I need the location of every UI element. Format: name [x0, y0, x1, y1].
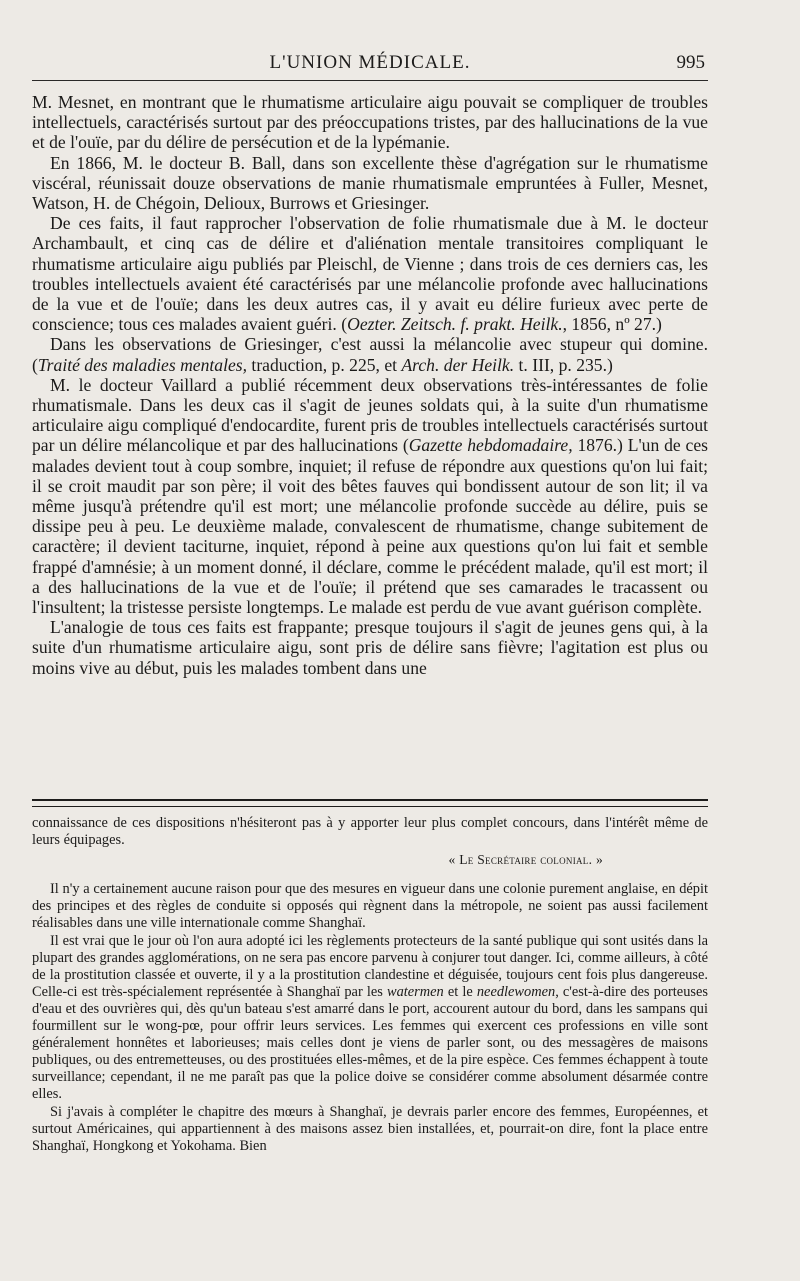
- article-paragraph: Dans les observations de Griesinger, c'est aussi la mélancolie avec stupeur qui domine. (Traité des maladies mentales, traduction, p. 225, et Arch. der Heilk. t. III, p. 235.): [32, 334, 708, 375]
- feuilleton-paragraph: connaissance de ces dispositions n'hésiteront pas à y apporter leur plus complet concours, dans l'intérêt même de leurs équipages.: [32, 815, 708, 849]
- article-paragraph: De ces faits, il faut rapprocher l'observation de folie rhumatismale due à M. le docteur Archambault, et cinq cas de délire et d'aliénation mentale transitoires compliquant le rhumatisme articulaire aigu publiés par Pleischl, de Vienne ; dans trois de ces derniers cas, les troubles intellectuels avaient été caractérisés par une mélancolie profonde avec hallucinations de la vue et de l'ouïe; dans les deux autres cas, il y avait eu délire furieux avec perte de conscience; tous ces malades avaient guéri. (Oezter. Zeitsch. f. prakt. Heilk., 1856, nº 27.): [32, 213, 708, 335]
- page-number: 995: [676, 52, 705, 73]
- header-rule: [32, 80, 708, 81]
- feuilleton-paragraph: Si j'avais à compléter le chapitre des mœurs à Shanghaï, je devrais parler encore des femmes, Européennes, et surtout Américaines, qui appartiennent à des maisons assez bien installées, et, pourrait-on dire, font la place entre Shanghaï, Hongkong et Yokohama. Bien: [32, 1103, 708, 1154]
- running-title: L'UNION MÉDICALE.: [269, 52, 471, 73]
- signature: « Le Secrétaire colonial. »: [448, 852, 603, 868]
- citation: (Gazette hebdomadaire, 1876.): [398, 435, 628, 456]
- page-header: [0, 50, 800, 80]
- citation: (Oezter. Zeitsch. f. prakt. Heilk., 1856, nº 27.): [341, 314, 662, 335]
- feuilleton-paragraph: Il est vrai que le jour où l'on aura adopté ici les règlements protecteurs de la santé publique qui sont usités dans la plupart des grandes agglomérations, on ne sera pas encore parvenu à conjurer tout danger. Ici, comme ailleurs, à côté de la prostitution classée et ouverte, il y a la prostitution clandestine et déguisée, toujours cent fois plus dangereuse. Celle-ci est très-spécialement représentée à Shanghaï par les watermen et le needlewomen, c'est-à-dire des porteuses d'eau et des ouvrières qui, dès qu'un bateau s'est amarré dans le port, accourent autour du bord, dans les sampans qui fourmillent sur le wong-pœ, pour offrir leurs services. Les femmes qui exercent ces professions en ville sont généralement honnêtes et laborieuses; mais celles dont je viens de parler sont, ou des messagères de maisons publiques, ou des entremetteuses, ou des prostituées elles-mêmes, et de la pire espèce. Ces femmes échappent à toute surveillance; cependant, il ne me paraît pas que la police doive se considérer comme absolument désarmée contre elles.: [32, 932, 708, 1103]
- feuilleton-separator: [32, 799, 708, 807]
- article-paragraph: L'analogie de tous ces faits est frappante; presque toujours il s'agit de jeunes gens qui, à la suite d'un rhumatisme articulaire aigu, sont pris de délire sans fièvre; l'agitation est plus ou moins vive au début, puis les malades tombent dans une: [32, 617, 708, 678]
- feuilleton-paragraph: Il n'y a certainement aucune raison pour que des mesures en vigueur dans une colonie purement anglaise, en dépit des principes et des règles de conduite si opposés qui règnent dans la métropole, ne soient pas aussi facilement réalisables dans une ville internationale comme Shanghaï.: [32, 881, 708, 932]
- feuilleton-section: [32, 815, 708, 1155]
- article-paragraph: M. le docteur Vaillard a publié récemment deux observations très-intéressantes de folie rhumatismale. Dans les deux cas il s'agit de jeunes soldats qui, à la suite d'un rhumatisme articulaire aigu compliqué d'endocardite, furent pris de troubles intellectuels caractérisés surtout par un délire mélancolique et par des hallucinations (Gazette hebdomadaire, 1876.) L'un de ces malades devient tout à coup sombre, inquiet; il refuse de répondre aux questions qu'on lui fait; il se croit maudit par son père; il voit des bêtes fauves qui bondissent autour de son lit; il va même jusqu'à prétendre qu'il est mort; une mélancolie profonde succède au délire, puis se dissipe peu à peu. Le deuxième malade, convalescent de rhumatisme, change subitement de caractère; il devient taciturne, inquiet, répond à peine aux questions qu'on lui fait et semble frappé d'amnésie; à un moment donné, il déclare, comme le précédent malade, qu'il est mort; il a des hallucinations de la vue et de l'ouïe; il prétend que ses camarades le tracassent ou l'insultent; la tristesse persiste longtemps. Le malade est perdu de vue avant guérison complète.: [32, 374, 708, 618]
- citation: (Traité des maladies mentales, traduction, p. 225, et Arch. der Heilk. t. III, p. 235.): [32, 354, 613, 375]
- article-paragraph: En 1866, M. le docteur B. Ball, dans son excellente thèse d'agrégation sur le rhumatisme viscéral, réunissait douze observations de manie rhumatismale empruntées à Fuller, Mesnet, Watson, H. de Chégoin, Delioux, Burrows et Griesinger.: [32, 152, 708, 214]
- article-paragraph: M. Mesnet, en montrant que le rhumatisme articulaire aigu pouvait se compliquer de troubles intellectuels, caractérisés surtout par des préoccupations tristes, par des hallucinations de la vue et de l'ouïe, par du délire de persécution et de la lypémanie.: [32, 92, 708, 153]
- main-article: [32, 92, 708, 678]
